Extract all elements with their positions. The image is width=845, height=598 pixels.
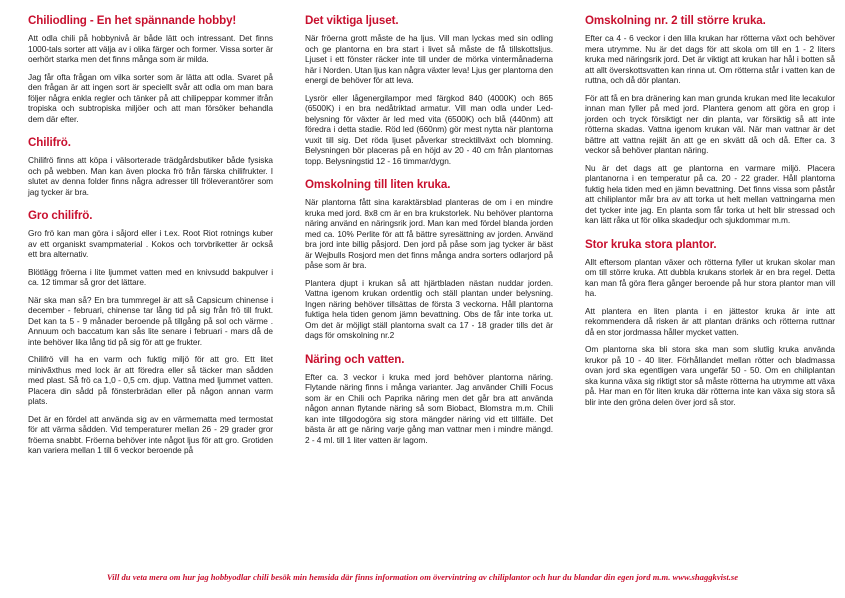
- column-right: [565, 0, 845, 566]
- paragraph: Efter ca. 3 veckor i kruka med jord behöver plantorna näring. Flytande näring finns i många varianter. Jag använder Chilli Focus som är en Chili och Paprika näring men det går bra att använda någon annan flytande näring så som Biobact, Blomstra m.m. Chili kan inte tillgodogöra sig stora mängder näring vid ett tillfälle. Det bästa är att ge näring varje gång man vattnar men i mindre mängd. 2 - 4 ml. till 1 liter vatten är lagom.: [305, 371, 553, 445]
- paragraph: När fröerna grott måste de ha ljus. Vill man lyckas med sin odling och ge plantorna en bra start i livet så måste de få tillskottsljus. Ljuset i ett fönster räcker inte till under de mörka vintermånaderna här i Norden. Utan ljus kan några växter leva! Ljus ger plantorna den energi de behöver för att leva.: [305, 33, 553, 85]
- paragraph: När plantorna fått sina karaktärsblad planteras de om i en mindre kruka med jord. 8x8 cm är en bra krukstorlek. Nu behöver plantorna näring använd en näringsrik jord. Man kan med fördel blanda jorden med ca. 10% Perlite för att få bättre syresättning av jorden. Använd bra jord inte billig påsjord. Den jord på påse som jag tycker är bäst är Wejbulls Rosjord men det finns många andra sorters odlarjord på påse som är bra.: [305, 197, 553, 270]
- paragraph: Att plantera en liten planta i en jättestor kruka är inte att rekommendera då risken är att plantan dränks och rötterna ruttnar då en stor jordmassa håller mycket vatten.: [585, 305, 835, 337]
- section-naring-och-vatten: [305, 353, 553, 446]
- paragraph: Nu är det dags att ge plantorna en varmare miljö. Placera plantanorna i en temperatur på ca. 20 - 22 grader. Håll plantorna fuktig hela tiden med en jämn bevattning. Det finns vissa som påstår att chiliplantor mår bra av att torka ut helt mellan vattningarna men det tycker inte jag. En planta som får torka ut helt blir stressad och kan lätt råka ut för olika skadedjur och sjukdommar m.m.: [585, 162, 835, 225]
- paragraph: Chilifrö finns att köpa i välsorterade trädgårdsbutiker både fysiska och på webben. Man kan även plocka frö från färska chilifrukter. I slutet av denna folder finns några adresser till fröleverantörer som jag tycker är bra.: [28, 155, 273, 197]
- paragraph: När ska man så? En bra tummregel är att så Capsicum chinense i december - februari, chinense tar lång tid på sig från frö till frukt. Det kan ta 5 - 9 månader beroende på tillgång på sol och värme . Annuum och baccatum kan sås lite senare i februari - mars då de inte behöver lika lång tid på sig för att ge frukter.: [28, 294, 273, 347]
- section-gro-chilifro: [28, 209, 273, 456]
- paragraph: Gro frö kan man göra i såjord eller i t.ex. Root Riot rotnings kuber av ett organiskt svampmaterial . Kokos och torvbriketter är också ett bra alternativ.: [28, 228, 273, 259]
- paragraph: Efter ca 4 - 6 veckor i den lilla krukan har rötterna växt och behöver mera utrymme. Nu är det dags för att skola om till en 1 - 2 liters kruka med näringsrik jord. Det är viktigt att krukan har hål i botten så att allt överskottsvatten kan rinna ut. Om rötterna står i vatten kan de ruttna, och då dör plantan.: [585, 33, 835, 85]
- paragraph: Lysrör eller lågenergilampor med färgkod 840 (4000K) och 865 (6500K) i en bra nedåtriktad armatur. Vill man odla under Led-belysning för växter är led med vita (6500K) och blå (440nm) att föredra i detta stadie. Röd led (660nm) gör mest nytta när plantorna vuxit till sig. Det röda ljuset påverkar strecktillväxt och blomning. Belysningen bör placeras på en höjd av 20 - 40 cm från plantornas topp. Belysningstid 12 - 16 timmar/dygn.: [305, 92, 553, 166]
- paragraph: För att få en bra dränering kan man grunda krukan med lite lecakulor innan man fyller på med jord. Plantera genom att göra en grop i jorden och tryck försiktigt ner din planta, var försiktig så att inte rötterna skadas. Vattna igenom krukan väl. När man vattnar är det bättre att vattna rejält än att ge en skvätt då och då. Efter ca. 3 veckor så behöver plantan näring.: [585, 92, 835, 155]
- footer-website-note: Vill du veta mera om hur jag hobbyodlar chili besök min hemsida där finns information om övervintring av chiliplantor och hur du blandar din egen jord m.m. www.shaggkvist.se: [106, 572, 739, 582]
- heading-naring-och-vatten: Näring och vatten.: [305, 352, 405, 366]
- heading-stor-kruka: Stor kruka stora plantor.: [585, 237, 717, 251]
- paragraph: Blötlägg fröerna i lite ljummet vatten med en knivsudd bakpulver i ca. 12 timmar så gror det lättare.: [28, 266, 273, 287]
- heading-chiliodling: Chiliodling - En het spännande hobby!: [28, 14, 237, 27]
- paragraph: Jag får ofta frågan om vilka sorter som är lätta att odla. Svaret på den frågan är att ingen sort är speciellt svår att odla om man bara följer några enkla regler och tänker på att chilipeppar kommer ifrån tropiska och subtropiska miljöer och att man försöker behandla dem där efter.: [28, 71, 273, 124]
- section-chiliodling: [28, 14, 273, 124]
- heading-gro-chilifro: Gro chilifrö.: [28, 209, 93, 222]
- heading-det-viktiga-ljuset: Det viktiga ljuset.: [305, 14, 399, 27]
- section-omskolning-liten-kruka: [305, 178, 553, 341]
- heading-chilifro: Chilifrö.: [28, 136, 71, 149]
- section-omskolning-nr2: [585, 14, 835, 226]
- section-chilifro: [28, 136, 273, 197]
- paragraph: Allt eftersom plantan växer och rötterna fyller ut krukan skolar man om till större kruka. Att dubbla krukans storlek är en bra regel. Detta kan man få göra flera gånger beroende på hur stora plantor man vill ha.: [585, 256, 835, 298]
- paragraph: Om plantorna ska bli stora ska man som slutlig kruka använda krukor på 10 - 40 liter. Förhållandet mellan rötter och bladmassa ovan jord ska egentligen vara ungefär 50 - 50. Om en chiliplantan ska kunna växa sig riktigt stor så måste rötterna ha utrymme att växa på. Har man en för liten kruka där rötterna inte kan växa sig stora så blir inte den gröna delen över jord så stor.: [585, 344, 835, 407]
- column-middle: [285, 0, 565, 566]
- section-det-viktiga-ljuset: [305, 14, 553, 166]
- heading-omskolning-liten-kruka: Omskolning till liten kruka.: [305, 178, 451, 191]
- column-left: [0, 0, 285, 566]
- paragraph: Att odla chili på hobbynivå är både lätt och intressant. Det finns 1000-tals sorter att välja av i olika färger och former. Vissa sorter är oerhört starka men det finns många som är milda.: [28, 33, 273, 64]
- paragraph: Chilifrö vill ha en varm och fuktig miljö för att gro. Ett litet minivãxthus med lock är att föredra eller så täcker man sådden med plast. Så frö ca 1,0 - 0,5 cm. djup. Vattna med ljummet vatten. Placera din sådd på fönsterbrädan eller på någon annan varm plats.: [28, 354, 273, 406]
- section-stor-kruka: [585, 238, 835, 408]
- paragraph: Plantera djupt i krukan så att hjärtbladen nästan nuddar jorden. Vattna igenom krukan ordentlig och ställ plantan under belysning. Ingen näring behöver tillsättas de första 3 veckorna. Håll plantorna fuktiga hela tiden genom jämn bevattning. Obs de får inte torka ut. Om det är möjligt ställ plantorna svalt ca 17 - 18 grader tills det är dags för omskolning nr.2: [305, 277, 553, 340]
- heading-omskolning-nr2: Omskolning nr. 2 till större kruka.: [585, 14, 766, 27]
- paragraph: Det är en fördel att använda sig av en värmematta med termostat för att värma sådden. Vid temperaturer mellan 26 - 29 grader gror fröerna snabbt. Fröerna behöver inte något ljus för att gro. Grotiden kan variera mellan 1 till 6 veckor beroende på: [28, 413, 273, 455]
